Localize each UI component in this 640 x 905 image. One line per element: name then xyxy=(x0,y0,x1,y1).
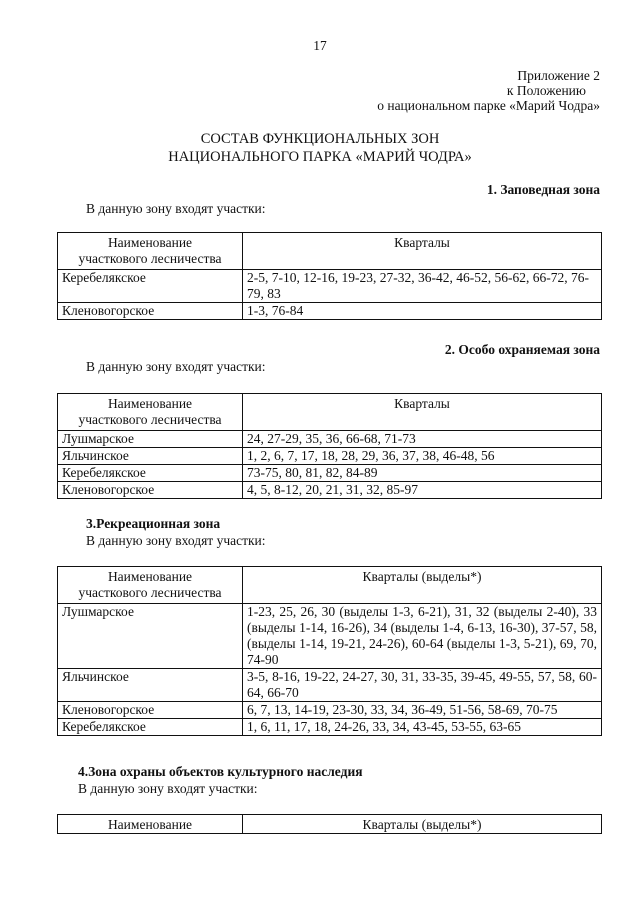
zone2-intro: В данную зону входят участки: xyxy=(86,359,266,374)
forestry-name: Яльчинское xyxy=(58,669,243,702)
quarters-value: 6, 7, 13, 14-19, 23-30, 33, 34, 36-49, 51-56, 58-69, 70-75 xyxy=(243,702,602,719)
table-header-row xyxy=(58,394,602,431)
header-quarters: Кварталы (выделы*) xyxy=(243,815,602,834)
header-forestry xyxy=(58,233,243,270)
forestry-name: Кленовогорское xyxy=(58,303,243,320)
table-row xyxy=(58,482,602,499)
table-row xyxy=(58,431,602,448)
zone2-table xyxy=(57,393,602,499)
header-forestry-line1: Наименование xyxy=(107,569,193,584)
zone4-table xyxy=(57,814,602,834)
table-header-row xyxy=(58,233,602,270)
zone4-heading: 4.Зона охраны объектов культурного наследия xyxy=(78,764,363,779)
quarters-value: 3-5, 8-16, 19-22, 24-27, 30, 31, 33-35, 39-45, 49-55, 57, 58, 60-64, 66-70 xyxy=(243,669,602,702)
quarters-value: 24, 27-29, 35, 36, 66-68, 71-73 xyxy=(243,431,602,448)
quarters-value: 4, 5, 8-12, 20, 21, 31, 32, 85-97 xyxy=(243,482,602,499)
header-quarters: Кварталы (выделы*) xyxy=(243,567,602,604)
table-row xyxy=(58,604,602,669)
zone1-heading: 1. Заповедная зона xyxy=(486,182,600,197)
forestry-name: Керебелякское xyxy=(58,465,243,482)
quarters-value: 1, 6, 11, 17, 18, 24-26, 33, 34, 43-45, 53-55, 63-65 xyxy=(243,719,602,736)
header-forestry: Наименование xyxy=(58,815,243,834)
table-row xyxy=(58,270,602,303)
forestry-name: Кленовогорское xyxy=(58,482,243,499)
header-quarters: Кварталы xyxy=(243,233,602,270)
zone3-table xyxy=(57,566,602,736)
header-forestry-line1: Наименование xyxy=(107,235,193,250)
header-forestry-line1: Наименование xyxy=(107,396,193,411)
header-quarters: Кварталы xyxy=(243,394,602,431)
quarters-value: 1-3, 76-84 xyxy=(243,303,602,320)
title-line: СОСТАВ ФУНКЦИОНАЛЬНЫХ ЗОН xyxy=(200,131,440,147)
forestry-name: Кленовогорское xyxy=(58,702,243,719)
appendix-line: о национальном парке «Марий Чодра» xyxy=(377,98,600,113)
table-row xyxy=(58,702,602,719)
header-forestry-line2: участкового лесничества xyxy=(78,251,222,266)
zone1-intro: В данную зону входят участки: xyxy=(86,201,266,216)
forestry-name: Яльчинское xyxy=(58,448,243,465)
zone3-intro: В данную зону входят участки: xyxy=(86,533,266,548)
table-row xyxy=(58,719,602,736)
forestry-name: Лушмарское xyxy=(58,604,243,669)
table-row xyxy=(58,669,602,702)
title-line: НАЦИОНАЛЬНОГО ПАРКА «МАРИЙ ЧОДРА» xyxy=(168,149,472,165)
table-row xyxy=(58,448,602,465)
appendix-line: Приложение 2 xyxy=(517,68,600,83)
zone3-heading: 3.Рекреационная зона xyxy=(86,516,221,531)
header-forestry-line2: участкового лесничества xyxy=(78,412,222,427)
quarters-value: 1, 2, 6, 7, 17, 18, 28, 29, 36, 37, 38, 46-48, 56 xyxy=(243,448,602,465)
header-forestry-line2: участкового лесничества xyxy=(78,585,222,600)
document-title xyxy=(0,130,640,166)
table-row xyxy=(58,303,602,320)
table-row xyxy=(58,465,602,482)
quarters-value: 2-5, 7-10, 12-16, 19-23, 27-32, 36-42, 46-52, 56-62, 66-72, 76-79, 83 xyxy=(243,270,602,303)
table-header-row xyxy=(58,815,602,834)
table-header-row xyxy=(58,567,602,604)
forestry-name: Керебелякское xyxy=(58,719,243,736)
appendix-note xyxy=(377,68,600,113)
forestry-name: Керебелякское xyxy=(58,270,243,303)
quarters-value: 73-75, 80, 81, 82, 84-89 xyxy=(243,465,602,482)
quarters-value: 1-23, 25, 26, 30 (выделы 1-3, 6-21), 31, 32 (выделы 2-40), 33 (выделы 1-14, 16-26), 34 (выделы 1-4, 6-13, 16-30), 37-57, 58, (выделы 1-14, 19-21, 24-26), 60-64 (выделы 1-3, 5-21), 69, 70, 74-90 xyxy=(243,604,602,669)
zone1-table xyxy=(57,232,602,320)
zone2-heading: 2. Особо охраняемая зона xyxy=(444,342,600,357)
appendix-line: к Положению xyxy=(506,83,586,98)
header-forestry xyxy=(58,394,243,431)
page-number: 17 xyxy=(313,38,327,53)
header-forestry xyxy=(58,567,243,604)
zone4-intro: В данную зону входят участки: xyxy=(78,781,258,796)
forestry-name: Лушмарское xyxy=(58,431,243,448)
